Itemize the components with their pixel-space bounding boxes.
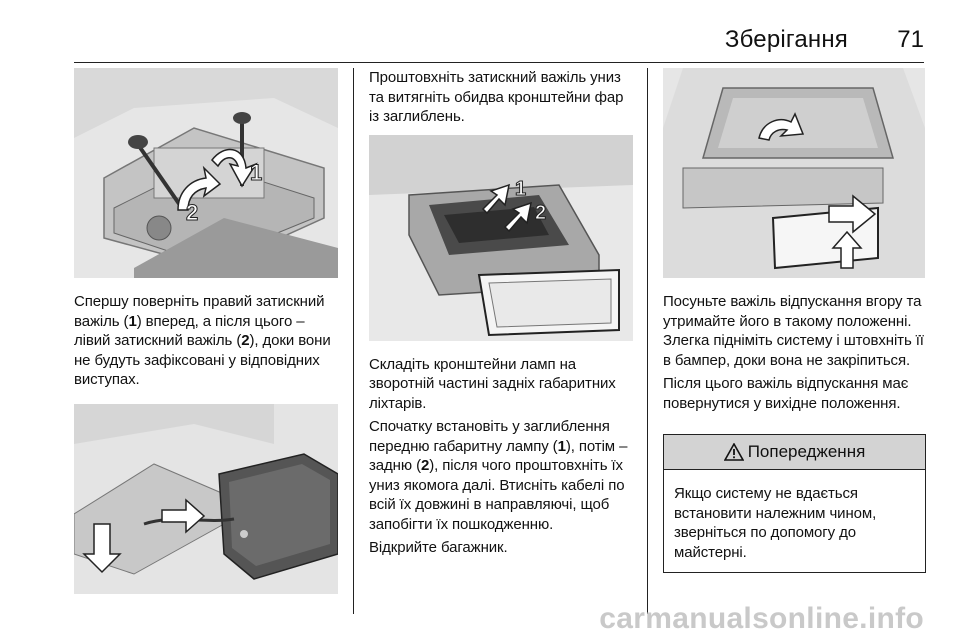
- instruction-paragraph: [369, 417, 633, 534]
- warning-text: Якщо систему не вдається встановити належним чином, зверніться по допомогу до майстерні.: [674, 485, 877, 561]
- instruction-paragraph: Посуньте важіль відпускання вгору та утримайте його в такому положенні. Злегка підніміть систему і штовхніть її в бампер, доки вона не закріпиться.: [663, 293, 924, 369]
- instruction-paragraph: Після цього важіль відпускання має повернутися у вихідне положення.: [663, 375, 909, 412]
- instruction-paragraph: Відкрийте багажник.: [369, 539, 508, 556]
- warning-box: [663, 434, 926, 573]
- instruction-paragraph: Проштовхніть затискний важіль униз та витягніть обидва кронштейни фар із заглиблень.: [369, 69, 624, 125]
- page-header: [0, 22, 960, 62]
- text-run: ), потім – задню (: [369, 437, 628, 474]
- column-right: [663, 68, 925, 417]
- text-run: ) вперед, а після цього – лівий затискний важіль (: [74, 312, 305, 349]
- callout-2: 2: [186, 200, 199, 225]
- callout-2: 2: [535, 201, 547, 224]
- column-divider: [647, 68, 648, 614]
- warning-triangle-icon: [724, 443, 744, 461]
- instruction-paragraph: [74, 292, 338, 390]
- callout-ref-2: 2: [241, 332, 250, 349]
- figure-lamp-brackets: [369, 135, 633, 341]
- text-run: ), після чого проштовхніть їх униз якомога далі. Втисніть кабелі по всій їх довжині в направляючі, щоб запобігти їх пошкодженню.: [369, 457, 625, 533]
- section-title: Зберігання: [724, 26, 848, 53]
- text-run: Спершу поверніть правий затискний важіль (: [74, 293, 325, 330]
- warning-header: [664, 435, 925, 470]
- warning-title: Попередження: [747, 442, 866, 461]
- page-number: 71: [897, 26, 924, 53]
- callout-ref-1: 1: [557, 437, 566, 455]
- text-run: Спочатку встановіть у заглиблення передню габаритну лампу (: [369, 418, 610, 455]
- header-rule: [74, 62, 924, 63]
- callout-ref-1: 1: [128, 312, 137, 330]
- callout-ref-2: 2: [420, 457, 430, 474]
- callout-1: 1: [515, 177, 527, 200]
- text-run: ), доки вони не будуть зафіксовані у відповідних виступах.: [74, 332, 331, 388]
- instruction-paragraph: Складіть кронштейни ламп на зворотній частині задніх габаритних ліхтарів.: [369, 355, 616, 412]
- figure-clamp-levers: [74, 68, 338, 278]
- callout-1: 1: [250, 160, 263, 185]
- column-divider: [353, 68, 354, 614]
- column-middle: [369, 68, 633, 562]
- column-left: [74, 68, 338, 594]
- watermark: carmanualsonline.info: [599, 602, 924, 635]
- warning-body: [664, 470, 925, 572]
- figure-bumper-insert: [663, 68, 925, 278]
- figure-lamp-cable: [74, 404, 338, 594]
